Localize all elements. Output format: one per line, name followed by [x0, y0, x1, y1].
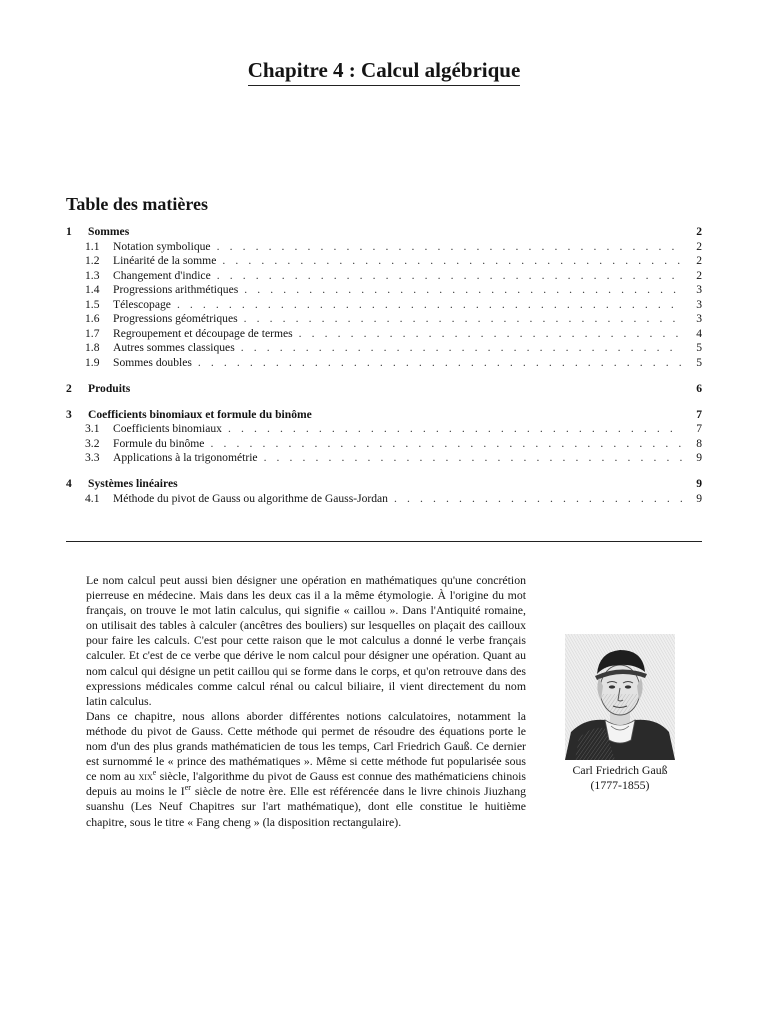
portrait-caption: [545, 763, 695, 793]
toc-title: Sommes doubles: [113, 355, 192, 369]
toc-number: 3: [66, 407, 72, 421]
toc-number: 3.2: [85, 436, 100, 450]
intro-text: [86, 573, 526, 830]
toc-page-number: 8: [696, 436, 702, 450]
toc-page-number: 5: [696, 355, 702, 369]
toc-number: 1.5: [85, 297, 100, 311]
intro-paragraph-1: Le nom calcul peut aussi bien désigner une opération en mathématiques qu'une concrétion pierreuse en médecine. Mais dans les deux cas il a la même étymologie. À l'origine du mot français, on trouve le mot latin calculus, qui signifie « caillou ». Dans l'Antiquité romaine, on utilisait des tables à calculer (ancêtres des bouliers) sur lesquelles on plaçait des cailloux pour faire les calculs. C'est pour cette raison que le mot calculus a donné le verbe français calculer. Et c'est de ce verbe que dérive le nom calcul pour désigner une opération. Quant au nom calcul qui désigne un petit caillou qui se forme dans le corps, et qu'on retrouve dans des expressions médicales comme calcul rénal ou calcul biliaire, il vient directement du nom latin calculus.: [86, 573, 526, 708]
toc-subsection[interactable]: [66, 422, 702, 437]
toc-section[interactable]: [66, 477, 702, 492]
toc-dot-leader: [217, 269, 682, 284]
century-i-sup: er: [184, 783, 191, 793]
intro-p2-part-b: siècle, l'algorithme du pivot de Gauss est connue des mathématiciens chinois depuis au moins le: [86, 769, 527, 799]
chapter-title-text: Chapitre 4 : Calcul algébrique: [248, 57, 521, 86]
toc-number: 1.8: [85, 341, 100, 354]
toc-title: Progressions arithmétiques: [113, 283, 239, 296]
toc-page-number: 2: [696, 254, 702, 267]
toc-heading: Table des matières: [66, 194, 208, 214]
toc-subsection[interactable]: [66, 240, 702, 255]
toc-page-number: 2: [696, 239, 702, 253]
toc-dot-leader: [264, 451, 682, 466]
toc-dot-leader: [177, 298, 682, 313]
toc-title: Changement d'indice: [113, 268, 211, 282]
toc-dot-leader: [299, 327, 682, 342]
toc-page-number: 2: [696, 268, 702, 282]
toc-section[interactable]: [66, 225, 702, 240]
toc-dot-leader: [210, 437, 682, 452]
toc-subsection[interactable]: [66, 341, 702, 356]
toc-title: Coefficients binomiaux et formule du binôme: [88, 407, 312, 421]
toc-subsection[interactable]: [66, 298, 702, 313]
toc-dot-leader: [198, 356, 682, 371]
toc-page-number: 7: [696, 407, 702, 421]
toc-page-number: 3: [696, 312, 702, 325]
toc-title: Sommes: [88, 225, 130, 238]
century-xix: xix: [138, 769, 153, 784]
toc-title: Notation symbolique: [113, 239, 211, 253]
toc-title: Produits: [88, 381, 131, 395]
toc-section[interactable]: [66, 408, 702, 423]
toc-number: 1.2: [85, 254, 100, 267]
toc-title: Applications à la trigonométrie: [113, 451, 258, 464]
toc-title: Linéarité de la somme: [113, 254, 217, 267]
toc-page-number: 7: [696, 422, 702, 435]
toc-title: Méthode du pivot de Gauss ou algorithme de Gauss-Jordan: [113, 491, 388, 505]
intro-p2-part-c: siècle de notre ère. Elle est référencée dans le livre chinois Jiuzhang suanshu (Les Neuf Chapitres sur l'art mathématique), dont elle constitue le huitième chapitre, sous le titre « Fang cheng » (la disposition rectangulaire).: [86, 784, 526, 829]
toc-page-number: 3: [696, 297, 702, 311]
toc-page-number: 4: [696, 326, 702, 340]
toc-number: 1.6: [85, 312, 100, 325]
toc-dot-leader: [394, 492, 682, 507]
intro-p2-part-a: Dans ce chapitre, nous allons aborder différentes notions calculatoires, notamment la méthode du pivot de Gauss. Cette méthode qui permet de résoudre des équations porte le nom d'un des plus grands mathématicien de tous les temps, Carl Friedrich Gauß. Ce dernier est surnommé le « prince des mathématiques ». Même si cette méthode fut popularisée sous ce nom au: [86, 708, 526, 784]
toc-number: 4: [66, 477, 72, 490]
toc-page-number: 6: [696, 381, 702, 395]
toc-number: 1.3: [85, 268, 100, 282]
toc-subsection[interactable]: [66, 437, 702, 452]
toc-title: Systèmes linéaires: [88, 477, 178, 490]
toc-dot-leader: [228, 422, 682, 437]
toc-section[interactable]: [66, 382, 702, 397]
century-i: I: [180, 784, 185, 799]
toc-number: 1.1: [85, 239, 100, 253]
toc-number: 1.4: [85, 283, 100, 296]
toc-subsection[interactable]: [66, 356, 702, 371]
gauss-portrait: [565, 634, 675, 760]
toc-title: Formule du binôme: [113, 436, 205, 450]
toc-title: Autres sommes classiques: [113, 341, 235, 354]
toc-page-number: 5: [696, 341, 702, 354]
toc-subsection[interactable]: [66, 312, 702, 327]
toc-number: 3.3: [85, 451, 100, 464]
toc-title: Coefficients binomiaux: [113, 422, 222, 435]
table-of-contents: [66, 225, 702, 506]
toc-dot-leader: [217, 240, 682, 255]
toc-page-number: 9: [696, 491, 702, 505]
toc-subsection[interactable]: [66, 254, 702, 269]
toc-dot-leader: [244, 312, 682, 327]
intro-paragraph-2: [86, 709, 526, 830]
toc-page-number: 9: [696, 477, 702, 490]
toc-number: 4.1: [85, 491, 100, 505]
toc-page-number: 3: [696, 283, 702, 296]
toc-number: 3.1: [85, 422, 100, 435]
caption-name: Carl Friedrich Gauß: [572, 763, 668, 777]
toc-subsection[interactable]: [66, 283, 702, 298]
toc-title: Télescopage: [113, 297, 171, 311]
toc-dot-leader: [241, 341, 682, 356]
toc-dot-leader: [244, 283, 682, 298]
century-xix-sup: e: [152, 768, 157, 778]
toc-subsection[interactable]: [66, 492, 702, 507]
toc-number: 1.7: [85, 326, 100, 340]
toc-number: 1.9: [85, 355, 100, 369]
toc-dot-leader: [222, 254, 682, 269]
toc-number: 1: [66, 225, 72, 238]
chapter-title: [0, 57, 768, 86]
toc-title: Regroupement et découpage de termes: [113, 326, 293, 340]
toc-number: 2: [66, 381, 72, 395]
toc-page-number: 9: [696, 451, 702, 464]
caption-dates: (1777-1855): [590, 778, 650, 792]
toc-title: Progressions géométriques: [113, 312, 238, 325]
toc-page-number: 2: [696, 225, 702, 238]
toc-subsection[interactable]: [66, 327, 702, 342]
toc-subsection[interactable]: [66, 269, 702, 284]
separator-rule: [66, 541, 702, 542]
toc-subsection[interactable]: [66, 451, 702, 466]
